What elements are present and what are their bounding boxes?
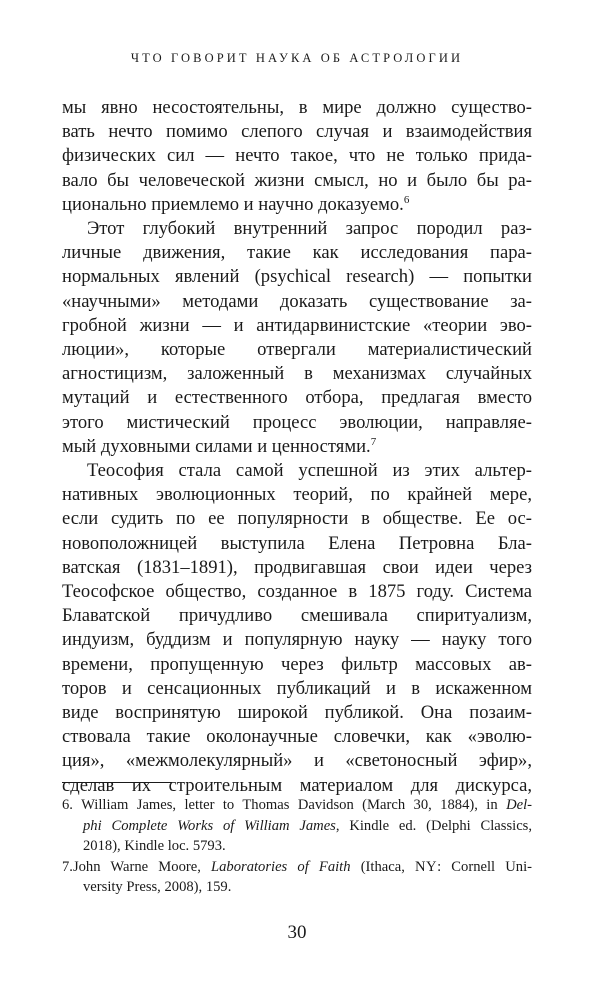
footnote-number: 6. <box>62 797 73 813</box>
footnote-title: Del- <box>506 797 532 813</box>
text-line-content: ционально приемлемо и научно доказуемо. <box>62 193 404 215</box>
text-line: торов и сенсационных публикаций и в искаженном <box>62 677 532 699</box>
text-line <box>62 435 532 459</box>
footnote-line: versity Press, 2008), 159. <box>83 879 232 895</box>
text-line-content: мый духовными силами и ценностями. <box>62 435 371 457</box>
text-line: ция», «межмолекулярный» и «светоносный эфир», <box>62 750 532 772</box>
text-line: люции», которые отвергали материалистический <box>62 339 532 361</box>
footnote-line <box>62 857 532 878</box>
footnote-ref-7[interactable]: 7 <box>370 435 377 448</box>
text-line: «научными» методами доказать существование за- <box>62 290 532 312</box>
text-line: мутаций и естественного отбора, предлагая вместо <box>62 387 532 409</box>
text-line: Этот глубокий внутренний запрос породил раз- <box>87 218 532 240</box>
footnote-abbrev: NY <box>415 858 438 875</box>
paragraph-1 <box>62 96 532 217</box>
text-line: Теософия стала самой успешной из этих альтер- <box>87 460 532 482</box>
footnote-7 <box>62 857 532 898</box>
footnote-divider <box>62 782 172 783</box>
text-line: Блаватской причудливо смешивала спиритуализм, <box>62 605 532 627</box>
paragraph-2 <box>62 217 532 459</box>
text-line: вало бы человеческой жизни смысл, но и было бы ра- <box>62 169 532 191</box>
text-line: гробной жизни — и антидарвинистские «теории эво- <box>62 314 532 336</box>
body-text <box>62 96 532 798</box>
footnote-text: : Cornell Uni- <box>437 858 532 875</box>
footnote-6 <box>62 795 532 857</box>
text-line: сделав их строительным материалом для дискурса, <box>62 774 532 796</box>
text-line: физических сил — нечто такое, что не только прида- <box>62 145 532 167</box>
text-line: индуизм, буддизм и популярную науку — науку того <box>62 629 532 651</box>
text-line <box>62 193 532 217</box>
text-line: времени, пропущенную через фильтр массовых ав- <box>62 653 532 675</box>
text-line: нормальных явлений (psychical research) — попытки <box>62 266 532 288</box>
text-line: ватская (1831–1891), продвигавшая свои идеи через <box>62 556 532 578</box>
footnote-title: phi Complete Works of William James <box>83 817 336 834</box>
footnote-line: 2018), Kindle loc. 5793. <box>83 838 226 854</box>
text-line: виде воспринятую широкой публикой. Она позаим- <box>62 702 532 724</box>
text-line: мы явно несостоятельны, в мире должно существо- <box>62 97 532 118</box>
footnote-line <box>62 816 532 837</box>
text-line: личные движения, такие как исследования пара- <box>62 242 532 264</box>
footnote-text: , Kindle ed. (Delphi Classics, <box>335 817 532 834</box>
footnote-line <box>62 795 532 816</box>
text-line: вать нечто помимо слепого случая и взаимодействия <box>62 121 532 143</box>
text-line: новоположницей выступила Елена Петровна Бла- <box>62 532 532 554</box>
footnote-text: William James, letter to Thomas Davidson (March 30, 1884), in <box>81 797 507 813</box>
text-line: Теософское общество, созданное в 1875 году. Система <box>62 581 532 603</box>
text-line: этого мистический процесс эволюции, направляе- <box>62 411 532 433</box>
text-line: если судить по ее популярности в обществе. Ее ос- <box>62 508 532 530</box>
text-line: нативных эволюционных теорий, по крайней мере, <box>62 484 532 506</box>
page-number: 30 <box>287 922 307 943</box>
running-head: ЧТО ГОВОРИТ НАУКА ОБ АСТРОЛОГИИ <box>130 51 464 65</box>
footnote-text: (Ithaca, <box>350 858 415 875</box>
paragraph-3 <box>62 459 532 798</box>
text-line: ствовала такие околонаучные словечки, как «эволю- <box>62 726 532 748</box>
footnote-text: John Warne Moore, <box>72 858 212 875</box>
footnote-number: 7. <box>62 858 73 875</box>
book-page <box>62 0 532 1000</box>
footnotes <box>62 795 532 898</box>
footnote-title: Laboratories of Faith <box>211 858 351 875</box>
footnote-ref-6[interactable]: 6 <box>403 193 410 206</box>
text-line: агностицизм, заложенный в механизмах случайных <box>62 363 532 385</box>
